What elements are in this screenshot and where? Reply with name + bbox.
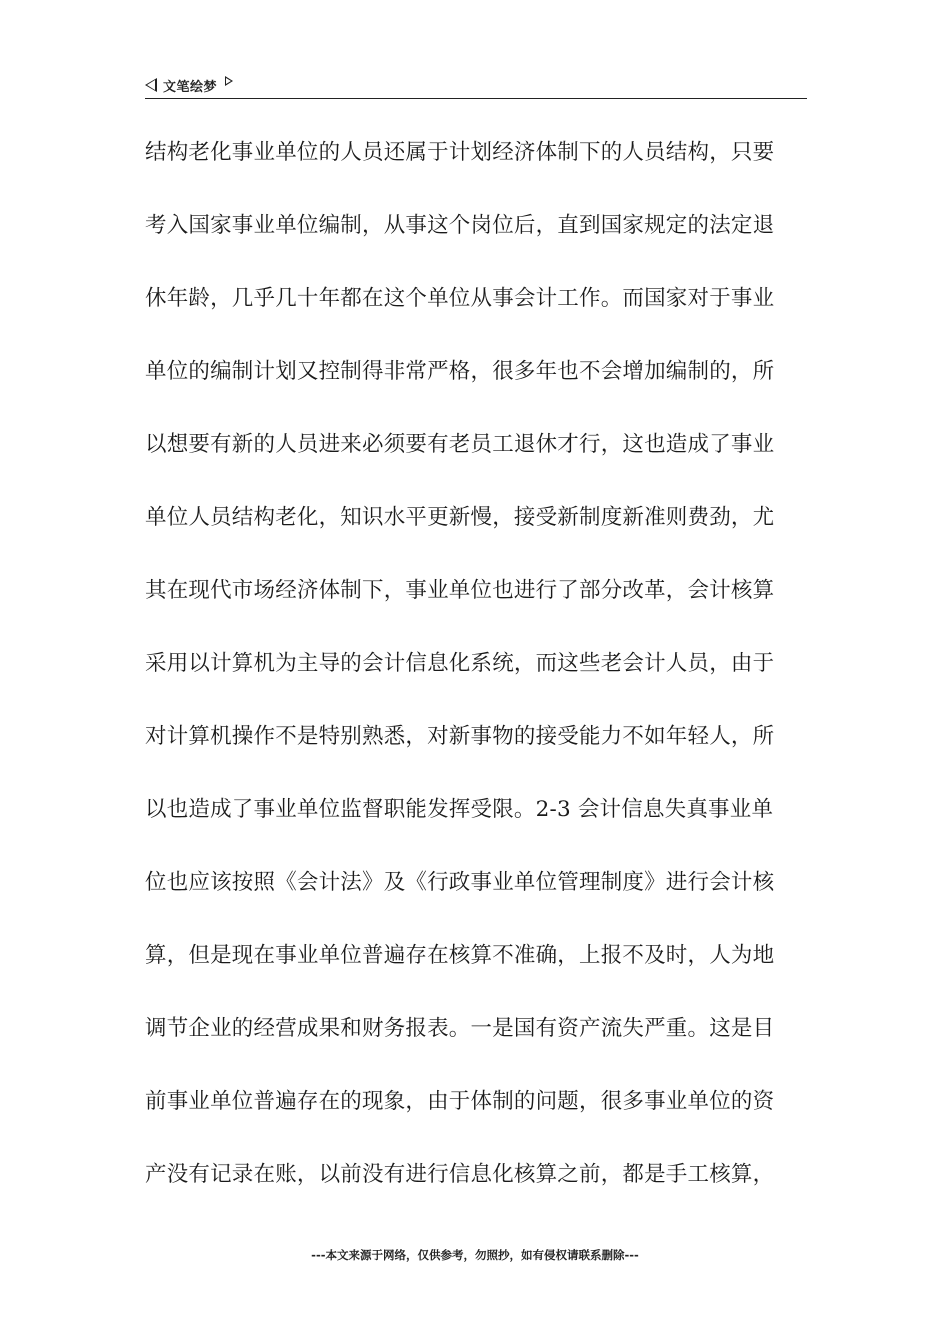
text-line: 产没有记录在账，以前没有进行信息化核算之前，都是手工核算， xyxy=(145,1162,775,1187)
text-line: 采用以计算机为主导的会计信息化系统，而这些老会计人员，由于 xyxy=(145,651,775,676)
body-text xyxy=(145,133,810,1228)
text-line: 考入国家事业单位编制，从事这个岗位后，直到国家规定的法定退 xyxy=(145,213,775,238)
text-line: 算，但是现在事业单位普遍存在核算不准确，上报不及时，人为地 xyxy=(145,943,775,968)
text-line: 位也应该按照《会计法》及《行政事业单位管理制度》进行会计核 xyxy=(145,870,775,895)
header-brand: 文笔绘梦 xyxy=(163,79,218,95)
text-line: 其在现代市场经济体制下，事业单位也进行了部分改革，会计核算 xyxy=(145,578,775,603)
text-line: 单位人员结构老化，知识水平更新慢，接受新制度新准则费劲，尤 xyxy=(145,505,775,530)
text-line: 单位的编制计划又控制得非常严格，很多年也不会增加编制的，所 xyxy=(145,359,775,384)
page-header xyxy=(145,72,807,99)
footer-disclaimer: ---本文来源于网络，仅供参考，勿照抄，如有侵权请联系删除--- xyxy=(311,1248,639,1262)
text-line: 前事业单位普遍存在的现象，由于体制的问题，很多事业单位的资 xyxy=(145,1089,775,1114)
text-line: 以也造成了事业单位监督职能发挥受限。2-3 会计信息失真事业单 xyxy=(145,797,774,822)
text-line: 以想要有新的人员进来必须要有老员工退休才行，这也造成了事业 xyxy=(145,432,775,457)
triangle-left-icon xyxy=(145,78,157,92)
text-line: 调节企业的经营成果和财务报表。一是国有资产流失严重。这是目 xyxy=(145,1016,775,1041)
text-line: 休年龄，几乎几十年都在这个单位从事会计工作。而国家对于事业 xyxy=(145,286,775,311)
text-line: 对计算机操作不是特别熟悉，对新事物的接受能力不如年轻人，所 xyxy=(145,724,775,749)
text-line: 结构老化事业单位的人员还属于计划经济体制下的人员结构，只要 xyxy=(145,140,775,165)
triangle-right-icon xyxy=(225,76,233,86)
